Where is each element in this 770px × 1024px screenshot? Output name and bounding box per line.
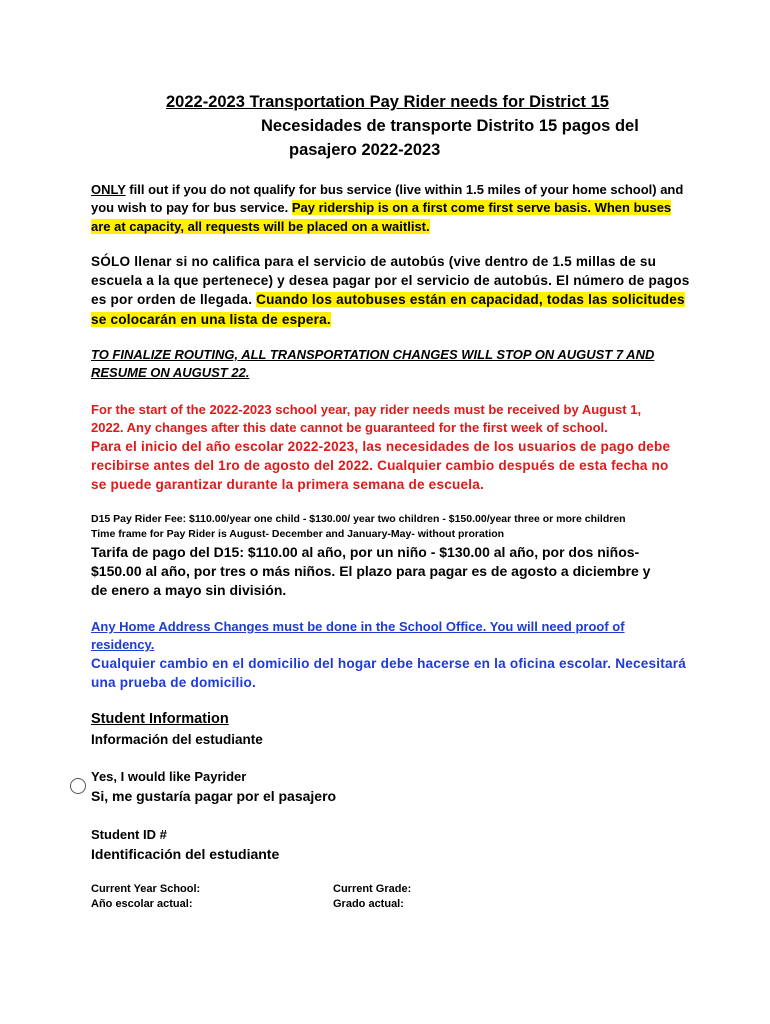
current-school-spanish: Año escolar actual:	[91, 898, 193, 910]
eligibility-spanish-text: SÓLO llenar si no califica para el servicio de autobús (vive dentro de 1.5 millas de su escuela a la que pertenece) y desea pagar por el servicio de autobús. El número de pagos es por orden de llegada.	[91, 254, 690, 308]
student-information-subheading: Información del estudiante	[91, 732, 263, 747]
payrider-radio-button[interactable]	[70, 778, 86, 794]
routing-notice: TO FINALIZE ROUTING, ALL TRANSPORTATION CHANGES WILL STOP ON AUGUST 7 AND RESUME ON AUGUST 22.	[91, 347, 655, 381]
current-grade-spanish: Grado actual:	[333, 898, 404, 910]
deadline-spanish: Para el inicio del año escolar 2022-2023, las necesidades de los usuarios de pago debe recibirse antes del 1ro de agosto del 2022. Cualquier cambio después de esta fecha no se puede garantizar durante la primera semana de escuela.	[91, 439, 671, 493]
current-school-english: Current Year School:	[91, 883, 201, 895]
fee-schedule-english	[91, 512, 691, 542]
form-title-english: 2022-2023 Transportation Pay Rider needs for District 15	[166, 93, 609, 111]
form-title-spanish-line1: Necesidades de transporte Distrito 15 pagos del	[261, 117, 639, 135]
current-grade-label	[333, 882, 411, 912]
payrider-option-spanish[interactable]: Si, me gustaría pagar por el pasajero	[91, 788, 337, 804]
fee-line: D15 Pay Rider Fee: $110.00/year one child - $130.00/ year two children - $150.00/year three or more children	[91, 513, 626, 525]
fee-schedule-spanish: Tarifa de pago del D15: $110.00 al año, por un niño - $130.00 al año, por dos niños- $150.00 al año, por tres o más niños. El plazo para pagar es de agosto a diciembre y de enero a mayo sin división.	[91, 544, 651, 599]
student-id-label-spanish: Identificación del estudiante	[91, 846, 280, 862]
current-school-label	[91, 882, 200, 912]
student-id-label: Student ID #	[91, 827, 167, 842]
waitlist-highlight-spanish: Cuando los autobuses están en capacidad, todas las solicitudes se colocarán en una lista de espera.	[91, 292, 685, 327]
only-emphasis: ONLY	[91, 182, 126, 197]
timeframe-line: Time frame for Pay Rider is August- December and January-May- without proration	[91, 528, 505, 540]
student-information-heading: Student Information	[91, 711, 229, 727]
address-change-english[interactable]: Any Home Address Changes must be done in the School Office. You will need proof of residency.	[91, 619, 625, 653]
form-title-spanish-line2: pasajero 2022-2023	[289, 141, 441, 159]
payrider-option-english[interactable]: Yes, I would like Payrider	[91, 769, 247, 784]
waitlist-highlight-english: Pay ridership is on a first come first serve basis. When buses are at capacity, all requests will be placed on a waitlist.	[91, 200, 672, 234]
deadline-english: For the start of the 2022-2023 school year, pay rider needs must be received by August 1, 2022. Any changes after this date cannot be guaranteed for the first week of school.	[91, 402, 642, 436]
eligibility-spanish	[91, 252, 691, 329]
eligibility-english	[91, 181, 691, 236]
current-grade-english: Current Grade:	[333, 883, 412, 895]
address-change-spanish: Cualquier cambio en el domicilio del hogar debe hacerse en la oficina escolar. Necesitará una prueba de domicilio.	[91, 656, 686, 691]
eligibility-english-text: fill out if you do not qualify for bus service (live within 1.5 miles of your home school) and you wish to pay for bus service.	[91, 182, 684, 216]
